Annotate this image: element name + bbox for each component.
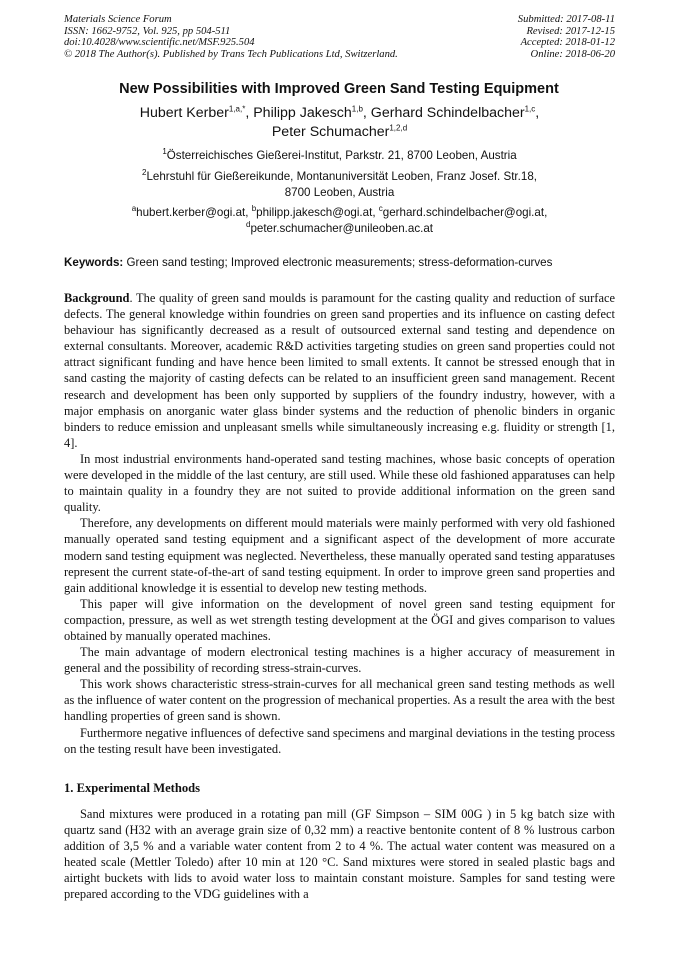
paragraph: Therefore, any developments on different mould materials were mainly performed with very old fashioned manually operated sand testing equipment and a significant aspect of the development of more accurate modern sand testing equipment was neglected. Nevertheless, these manually operated sand testing apparatuses represent the current state-of-the-art of sand testing equipment. In order to improve green sand properties and gain additional knowledge it is essential to develop new testing methods. — [64, 516, 615, 595]
author-sup: 1,c — [524, 104, 536, 114]
intro-body — [64, 290, 615, 757]
revised-date: Revised: 2017-12-15 — [526, 25, 615, 37]
author-list — [64, 104, 615, 142]
paragraph-text: . The quality of green sand moulds is paramount for the casting quality and reduction of surface defects. The general knowledge within foundries on green sand properties and its influence on casting defect behaviour has significantly decreased as a result of outsourced external sand testing and dependence on external consultants. Moreover, academic R&D activities targeting studies on green sand properties could not attract significant funding and have hence been limited to small extents. It cannot be stressed enough that in sand casting the majority of casting defects can be related to an insufficient green sand management. Recent research and development has been only supported by suppliers of the foundry industry, however, with a major emphasis on anorganic water glass binder systems and the reduction of phenolic binders in organic binders to reduce emission and unpleasant smells while simultaneously increasing e.g. fluidity or strength [1, 4]. — [64, 291, 615, 450]
email-sup: c — [378, 204, 383, 214]
aff-sup: 1 — [162, 147, 167, 157]
online-date: Online: 2018-06-20 — [530, 48, 615, 60]
journal-name: Materials Science Forum — [64, 14, 172, 25]
aff-sup: 2 — [142, 168, 147, 178]
author-sup: 1,2,d — [389, 123, 408, 133]
email[interactable]: philipp.jakesch@ogi.at, — [256, 206, 379, 219]
email-list — [64, 205, 615, 237]
paragraph — [64, 290, 615, 451]
doi-line[interactable]: doi:10.4028/www.scientific.net/MSF.925.504 — [64, 37, 255, 48]
author-name: , Gerhard Schindelbacher — [362, 105, 525, 121]
keywords-text: Green sand testing; Improved electronic measurements; stress-deformation-curves — [123, 256, 553, 269]
author-sep: , — [535, 105, 540, 121]
paragraph: The main advantage of modern electronical testing machines is a higher accuracy of measurement in general and the possibility of recording stress-strain-curves. — [64, 645, 615, 676]
email-sup: d — [245, 220, 251, 230]
email-sup: b — [251, 204, 257, 214]
background-label: Background — [64, 291, 130, 305]
author-sup: 1,b — [351, 104, 363, 114]
email[interactable]: peter.schumacher@unileoben.ac.at — [250, 222, 434, 235]
email[interactable]: gerhard.schindelbacher@ogi.at, — [382, 206, 548, 219]
paragraph: This paper will give information on the development of novel green sand testing equipment for compaction, pressure, as well as wet strength testing development at the ÖGI and gives comparison to values obtained by manually operated machines. — [64, 596, 615, 643]
dates-info — [518, 14, 615, 60]
paragraph: This work shows characteristic stress-strain-curves for all mechanical green sand testing methods as well as the influence of water content on the progression of mechanical properties. As a result the area with the best handling properties of green sand is shown. — [64, 677, 615, 724]
paragraph: Sand mixtures were produced in a rotating pan mill (GF Simpson – SIM 00G ) in 5 kg batch size with quartz sand (H32 with an average grain size of 0,32 mm) a reactive bentonite content of 8 % lustrous carbon addition of 3,5 % and a variable water content from 2 to 4 %. The actual water content was measured on a heated scale (Mettler Toledo) after 10 min at 120 °C. Sand mixtures were stored in sealed plastic bags and airtight buckets with lids to avoid water loss to maintain constant moisture. Samples for sand testing were prepared according to the VDG guidelines with a — [64, 807, 615, 902]
keywords-label: Keywords: — [64, 256, 124, 269]
keywords — [64, 256, 624, 269]
paragraph: Furthermore negative influences of defective sand specimens and marginal deviations in the testing process on the testing result have been investigated. — [64, 725, 615, 756]
author-name: Hubert Kerber — [139, 105, 229, 121]
copyright-line: © 2018 The Author(s). Published by Trans Tech Publications Ltd, Switzerland. — [64, 48, 398, 60]
section-heading: 1. Experimental Methods — [64, 781, 201, 795]
paragraph: In most industrial environments hand-operated sand testing machines, whose basic concepts of operation were developed in the middle of the last century, are still used. While these old fashioned apparatuses can help to maintain quality in a foundry they are not suited to provide additional information on the green sand quality. — [64, 451, 615, 515]
affiliation-2 — [64, 169, 615, 201]
email[interactable]: hubert.kerber@ogi.at, — [136, 206, 252, 219]
affiliation-1 — [64, 148, 615, 164]
journal-info — [64, 14, 398, 60]
paper-title: New Possibilities with Improved Green Sand Testing Equipment — [119, 81, 559, 97]
author-name: Peter Schumacher — [271, 124, 390, 140]
email-sup: a — [131, 204, 137, 214]
section-body — [64, 806, 615, 903]
author-sup: 1,a,* — [228, 104, 246, 114]
accepted-date: Accepted: 2018-01-12 — [520, 37, 615, 48]
issn-line: ISSN: 1662-9752, Vol. 925, pp 504-511 — [64, 25, 231, 37]
submitted-date: Submitted: 2017-08-11 — [517, 14, 615, 25]
author-name: , Philipp Jakesch — [245, 105, 352, 121]
aff-text: 8700 Leoben, Austria — [284, 186, 395, 199]
aff-text: Lehrstuhl für Gießereikunde, Montanuniversität Leoben, Franz Josef. Str.18, — [146, 170, 537, 183]
aff-text: Österreichisches Gießerei-Institut, Parkstr. 21, 8700 Leoben, Austria — [166, 149, 517, 162]
